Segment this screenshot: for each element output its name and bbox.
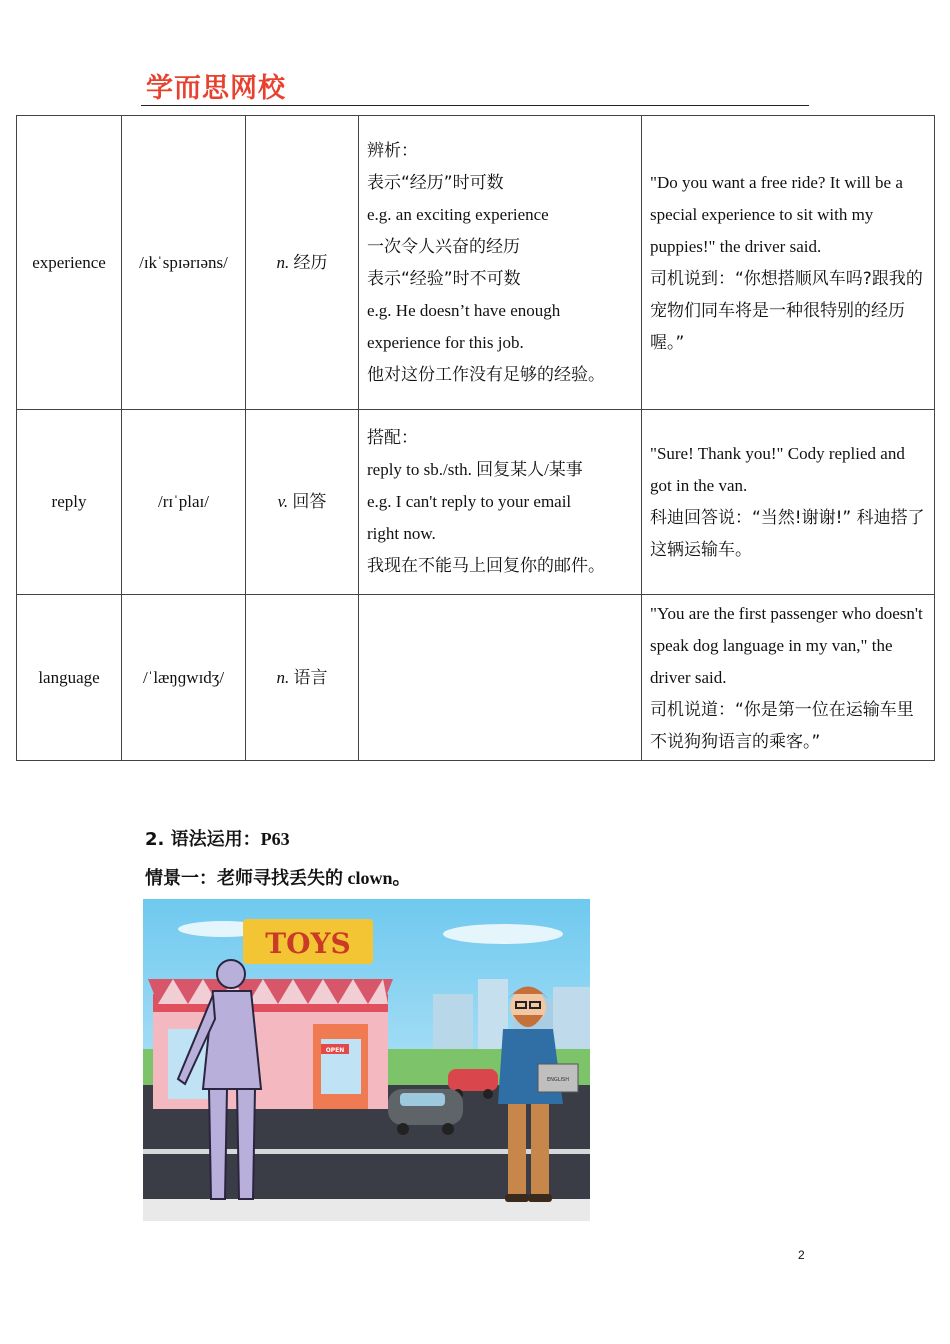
note-line: e.g. an exciting experience — [367, 204, 549, 224]
toy-store — [148, 979, 393, 1109]
usage-note-cell — [359, 595, 642, 761]
note-line: e.g. I can't reply to your email — [367, 492, 572, 511]
table-row — [17, 116, 935, 410]
pos-abbreviation: v. — [277, 492, 289, 511]
toys-sign — [243, 919, 373, 964]
pos-meaning: 语言 — [293, 667, 328, 688]
note-line: 搭配： — [367, 428, 418, 448]
note-line: 我现在不能马上回复你的邮件。 — [367, 556, 605, 576]
note-line: reply to sb./sth. 回复某人/某事 — [367, 460, 583, 479]
note-line: 表示“经验”时不可数 — [367, 268, 521, 289]
school-logo: 学而思网校 — [146, 73, 286, 104]
word-cell: reply — [17, 410, 122, 595]
note-line: 表示“经历”时可数 — [367, 172, 504, 193]
example-cell — [642, 116, 935, 410]
table-row — [17, 595, 935, 761]
scene-heading-end: 。 — [392, 868, 411, 889]
pos-abbreviation: n. — [276, 252, 290, 272]
scene-heading — [145, 864, 411, 890]
section-heading — [145, 825, 290, 851]
note-line: 他对这份工作没有足够的经验。 — [367, 364, 605, 385]
vocabulary-table — [16, 115, 935, 761]
example-chinese: 司机说道：“你是第一位在运输车里不说狗狗语言的乘客。” — [650, 699, 914, 752]
phonetic-cell: /rɪˈplaɪ/ — [122, 410, 246, 595]
pos-meaning: 经历 — [293, 252, 328, 273]
section-heading-page: P63 — [260, 829, 290, 849]
part-of-speech-cell — [246, 116, 359, 410]
example-english: "Do you want a free ride? It will be a special experience to sit with my puppies!" the driver said. — [650, 172, 903, 256]
phonetic-cell: /ɪkˈspɪərɪəns/ — [122, 116, 246, 410]
section-heading-zh: 2. 语法运用： — [145, 829, 261, 850]
store-sign-text: TOYS — [265, 927, 351, 960]
example-cell — [642, 410, 935, 595]
scene-heading-zh: 情景一：老师寻找丢失的 — [145, 868, 343, 889]
note-line: right now. — [367, 524, 436, 543]
scene-heading-en: clown — [343, 868, 393, 888]
word-cell: experience — [17, 116, 122, 410]
note-line: e.g. He doesn’t have enough — [367, 300, 561, 320]
usage-note-cell — [359, 410, 642, 595]
note-line: experience for this job. — [367, 332, 524, 352]
word-cell: language — [17, 595, 122, 761]
table-row — [17, 410, 935, 595]
open-sign-text: OPEN — [325, 1047, 345, 1054]
example-cell — [642, 595, 935, 761]
phonetic-cell: /ˈlæŋɡwɪdʒ/ — [122, 595, 246, 761]
usage-note-cell — [359, 116, 642, 410]
note-line: 辨析： — [367, 140, 418, 161]
sidewalk — [143, 1199, 590, 1221]
example-english: "Sure! Thank you!" Cody replied and got in the van. — [650, 444, 905, 495]
example-chinese: 司机说到：“你想搭顺风车吗?跟我的宠物们同车将是一种很特别的经历喔。” — [650, 268, 923, 353]
example-chinese: 科迪回答说：“当然!谢谢!” 科迪搭了这辆运输车。 — [650, 508, 925, 560]
book-label: ENGLISH — [547, 1077, 569, 1083]
part-of-speech-cell — [246, 410, 359, 595]
header-divider — [141, 105, 809, 106]
example-english: "You are the first passenger who doesn't speak dog language in my van," the driver said. — [650, 603, 923, 687]
pos-abbreviation: n. — [276, 667, 290, 687]
part-of-speech-cell — [246, 595, 359, 761]
note-line: 一次令人兴奋的经历 — [367, 236, 520, 257]
cloud — [443, 924, 563, 944]
pos-meaning: 回答 — [292, 492, 327, 512]
page-number: 2 — [798, 1248, 805, 1262]
scene-illustration — [143, 899, 590, 1221]
